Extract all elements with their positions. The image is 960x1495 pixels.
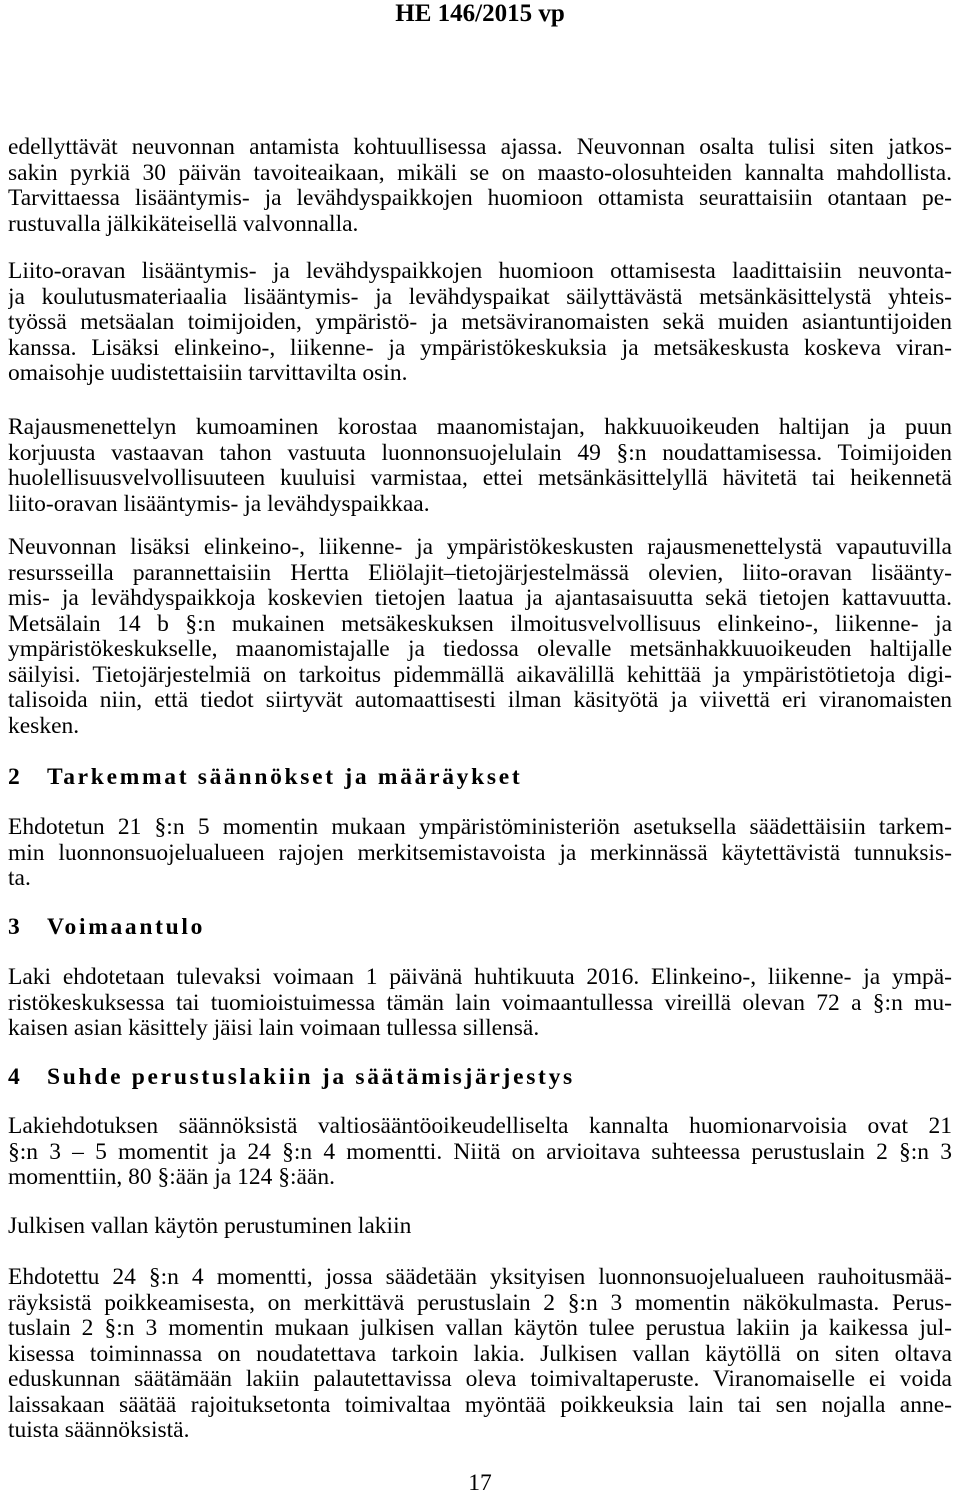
paragraph-tarkemmat-saannokset (8, 815, 952, 892)
paragraph-line: mis- ja levähdyspaikkoja koskevien tietojen laatua ja ajantasaisuutta sekä tietojen kattavuutta. (8, 586, 952, 611)
paragraph-line: säilyisi. Tietojärjestelmiä on tarkoitus pidemmällä aikavälillä kehittää ja ympäristötietoja digi- (8, 662, 952, 688)
section-number: 4 (8, 1064, 20, 1090)
paragraph-line: kisessa toiminnassa on noudatettava tarkoin lakia. Julkisen vallan käytöllä on siten oltava (8, 1341, 952, 1367)
paragraph-line: Laki ehdotetaan tulevaksi voimaan 1 päivänä huhtikuuta 2016. Elinkeino-, liikenne- ja ympä- (8, 965, 952, 990)
paragraph-line: momenttiin, 80 §:ään ja 124 §:ään. (8, 1165, 335, 1190)
paragraph-line: Liito-oravan lisääntymis- ja levähdyspaikkojen huomioon ottamisesta laadittaisiin neuvonta- (8, 259, 952, 284)
paragraph-voimaantulo (8, 965, 952, 1042)
page-number: 17 (468, 1470, 492, 1495)
section-heading (0, 915, 960, 941)
paragraph-line: liito-oravan lisääntymis- ja levähdyspaikkaa. (8, 491, 430, 517)
paragraph-line: ta. (8, 866, 31, 891)
paragraph-line: kaisen asian käsittely jäisi lain voimaan tullessa sillensä. (8, 1016, 540, 1041)
paragraph-line: ristökeskuksessa tai tuomioistuimessa tämän lain voimaantullessa vireillä olevan 72 a §:n mu- (8, 990, 952, 1016)
paragraph-line: resursseilla parannettaisiin Hertta Eliölajit–tietojärjestelmässä olevien, liito-oravan lisäänty- (8, 560, 952, 586)
subheading: Julkisen vallan käytön perustuminen lakiin (8, 1213, 412, 1239)
paragraph-line: laissakaan säätää rajoituksetonta toimivaltaa myöntää poikkeuksia lain tai sen nojalla anne- (8, 1392, 952, 1418)
paragraph-line: min luonnonsuojelualueen rajojen merkitsemistavoista ja merkinnässä käytettävistä tunnuksis- (8, 840, 952, 866)
paragraph-line: ympäristökeskukselle, maanomistajalle ja tiedossa olevalle metsänhakkuuoikeuden haltijalle (8, 637, 952, 662)
paragraph-line: ja koulutusmateriaalia lisääntymis- ja levähdyspaikat säilyttävästä metsänkäsittelystä yhteis- (8, 284, 952, 310)
paragraph-line: Neuvonnan lisäksi elinkeino-, liikenne- ja ympäristökeskusten rajausmenettelystä vapautuvilla (8, 535, 952, 560)
paragraph-koulutusmateriaali (8, 259, 952, 387)
paragraph-line: edellyttävät neuvonnan antamista kohtuullisessa ajassa. Neuvonnan osalta tulisi siten jatkos- (8, 135, 952, 160)
paragraph-line: korjuusta vastaavan tahon vastuuta luonnonsuojelulain 49 §:n noudattamisessa. Toimijoiden (8, 440, 952, 466)
paragraph-neuvonta-ajassa (8, 135, 952, 237)
paragraph-line: Ehdotettu 24 §:n 4 momentti, jossa säädetään yksityisen luonnonsuojelualueen rauhoitusmää- (8, 1265, 952, 1290)
paragraph-line: tuista säännöksistä. (8, 1418, 190, 1443)
section-title: Tarkemmat säännökset ja määräykset (47, 764, 523, 790)
paragraph-rajausmenettely (8, 415, 952, 517)
paragraph-line: tuslain 2 §:n 3 momentin mukaan julkisen vallan käytön tulee perustua lakiin ja kaikessa jul- (8, 1316, 952, 1341)
section-title: Suhde perustuslakiin ja säätämisjärjestys (47, 1064, 575, 1090)
section-number: 2 (8, 764, 20, 790)
paragraph-line: rustuvalla jälkikäteisellä valvonnalla. (8, 211, 359, 237)
paragraph-line: Lakiehdotuksen säännöksistä valtiosääntöoikeudelliselta kannalta huomionarvoisia ovat 21 (8, 1114, 952, 1139)
section-title: Voimaantulo (47, 914, 206, 940)
section-heading (0, 1065, 960, 1091)
section-number: 3 (8, 914, 20, 940)
paragraph-line: räyksistä poikkeamisesta, on merkittävä perustuslain 2 §:n 3 momentin näkökulmasta. Perus- (8, 1290, 952, 1316)
paragraph-line: kesken. (8, 713, 80, 739)
paragraph-line: työssä metsäalan toimijoiden, ympäristö- ja metsäviranomaisten sekä muiden asiantuntijoiden (8, 310, 952, 335)
paragraph-line: Metsälain 14 b §:n mukainen metsäkeskuksen ilmoitusvelvollisuus elinkeino-, liikenne- ja (8, 611, 952, 637)
paragraph-line: §:n 3 – 5 momentit ja 24 §:n 4 momentti. Niitä on arvioitava suhteessa perustuslain 2 §:n 3 (8, 1139, 952, 1165)
section-heading (0, 765, 960, 791)
paragraph-line: talisoida niin, että tiedot siirtyvät automaattisesti ilman käsityötä ja viivettä eri viranomaisten (8, 688, 952, 713)
paragraph-line: sakin pyrkiä 30 päivän tavoiteaikaan, mikäli se on maasto-olosuhteiden kannalta mahdollista. (8, 160, 952, 186)
paragraph-line: eduskunnan säätämään lakiin palautettavissa oleva toimivaltaperuste. Viranomaiselle ei voida (8, 1367, 952, 1392)
paragraph-perustuslaki (8, 1114, 952, 1191)
paragraph-julkinen-valta (8, 1265, 952, 1444)
paragraph-line: Ehdotetun 21 §:n 5 momentin mukaan ympäristöministeriön asetuksella säädettäisiin tarkem- (8, 815, 952, 840)
paragraph-line: omaisohje uudistettaisiin tarvittavilta osin. (8, 361, 408, 386)
paragraph-resurssit (8, 535, 952, 739)
document-header: HE 146/2015 vp (395, 0, 565, 27)
paragraph-line: Tarvittaessa lisääntymis- ja levähdyspaikkojen huomioon ottamista seurattaisiin otantaan pe- (8, 186, 952, 211)
paragraph-line: Rajausmenettelyn kumoaminen korostaa maanomistajan, hakkuuoikeuden haltijan ja puun (8, 415, 952, 440)
paragraph-line: huolellisuusvelvollisuuteen kuuluisi varmistaa, ettei metsänkäsittelyllä hävitetä tai heikennetä (8, 466, 952, 491)
paragraph-line: kanssa. Lisäksi elinkeino-, liikenne- ja ympäristökeskuksia ja metsäkeskusta koskeva viran- (8, 335, 952, 361)
